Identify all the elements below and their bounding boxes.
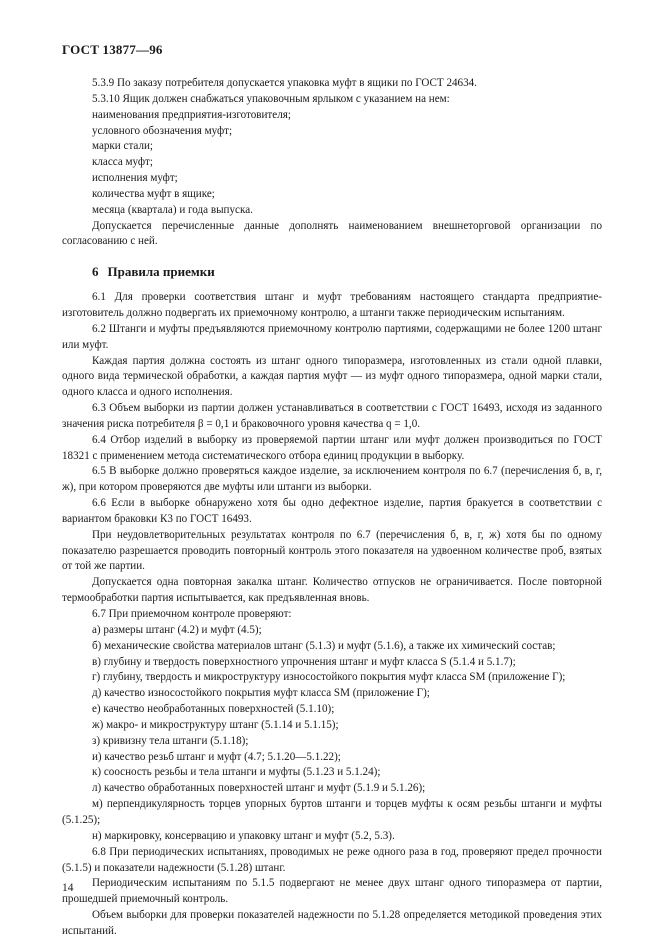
paragraph-6-8: 6.8 При периодических испытаниях, проводимых не реже одного раза в год, проверяют предел прочности (5.1.5) и показатели надежности (5.1.28) штанг. — [62, 845, 602, 874]
list-item: н) маркировку, консервацию и упаковку штанг и муфт (5.2, 5.3). — [92, 829, 395, 842]
list-item: и) качество резьб штанг и муфт (4.7; 5.1.20—5.1.22); — [92, 750, 341, 763]
paragraph-6-2: 6.2 Штанги и муфты предъявляются приемочному контролю партиями, содержащими не более 1200 штанг или муфт. — [62, 322, 602, 351]
paragraph-6-6-b: При неудовлетворительных результатах контроля по 6.7 (перечисления б, в, г, ж) хотя бы по одному показателю разрешается проводить повторный контроль этого показателя на удвоенном количестве проб, взятых от той же партии. — [62, 528, 602, 573]
list-item: з) кривизну тела штанги (5.1.18); — [92, 734, 249, 747]
list-item: условного обозначения муфт; — [92, 124, 233, 137]
list-item: в) глубину и твердость поверхностного упрочнения штанг и муфт класса S (5.1.4 и 5.1.7); — [92, 655, 516, 668]
paragraph-6-6-c: Допускается одна повторная закалка штанг. Количество отпусков не ограничивается. После повторной термообработки партия испытывается, как предъявленная вновь. — [62, 576, 602, 605]
list-item: б) механические свойства материалов штанг (5.1.3) и муфт (5.1.6), а также их химический состав; — [92, 639, 556, 652]
list-item: класса муфт; — [92, 156, 153, 169]
list-item: е) качество необработанных поверхностей (5.1.10); — [92, 703, 335, 716]
paragraph-5-3-9: 5.3.9 По заказу потребителя допускается упаковка муфт в ящики по ГОСТ 24634. — [92, 77, 477, 89]
paragraph-6-3: 6.3 Объем выборки из партии должен устанавливаться в соответствии с ГОСТ 16493, исходя из заданного значения риска потребителя β = 0,1 и браковочного уровня качества q = 1,0. — [62, 402, 602, 430]
paragraph-6-7: 6.7 При приемочном контроле проверяют: — [92, 608, 292, 620]
list-item: исполнения муфт; — [92, 172, 178, 185]
section-number: 6 — [92, 264, 99, 280]
list-item: м) перпендикулярность торцев упорных буртов штанги и торцев муфты к осям резьбы штанги и муфты (5.1.25); — [62, 798, 602, 826]
page-body — [62, 76, 602, 940]
paragraph-6-2-b: Каждая партия должна состоять из штанг одного типоразмера, изготовленных из стали одной плавки, одного вида термической обработки, а каждая партия муфт — из муфт одного типоразмера, одной марки стали, одного класса и одного исполнения. — [62, 354, 602, 399]
paragraph-6-8-b: Периодическим испытаниям по 5.1.5 подвергают не менее двух штанг одного типоразмера от партии, прошедшей приемочный контроль. — [62, 877, 602, 906]
list-item: месяца (квартала) и года выпуска. — [92, 203, 253, 216]
page-number: 14 — [62, 882, 74, 894]
paragraph-5-3-10: 5.3.10 Ящик должен снабжаться упаковочным ярлыком с указанием на нем: — [92, 92, 450, 105]
section-title: Правила приемки — [107, 264, 215, 280]
paragraph-6-8-c: Объем выборки для проверки показателей надежности по 5.1.28 определяется методикой проведения этих испытаний. — [62, 909, 602, 937]
list-item: ж) макро- и микроструктуру штанг (5.1.14 и 5.1.15); — [92, 718, 339, 731]
section-6-heading — [92, 264, 602, 280]
list-item: наименования предприятия-изготовителя; — [92, 108, 291, 121]
paragraph-6-1: 6.1 Для проверки соответствия штанг и муфт требованиям настоящего стандарта предприятие-изготовитель должно подвергать их приемочному контролю, а штанги также периодическим испытаниям. — [62, 291, 602, 319]
list-item: а) размеры штанг (4.2) и муфт (4.5); — [92, 623, 262, 636]
list-item: к) соосность резьбы и тела штанги и муфты (5.1.23 и 5.1.24); — [92, 766, 381, 779]
paragraph-6-5: 6.5 В выборке должно проверяться каждое изделие, за исключением контроля по 6.7 (перечисления б, в, г, ж), при котором проверяются две муфты или штанги из выборки. — [62, 465, 602, 494]
standard-header: ГОСТ 13877—96 — [62, 42, 163, 57]
list-item: марки стали; — [92, 140, 153, 153]
paragraph-note: Допускается перечисленные данные дополнять наименованием внешнеторговой организации по согласованию с ней. — [62, 219, 602, 248]
paragraph-6-6: 6.6 Если в выборке обнаружено хотя бы одно дефектное изделие, партия бракуется в соответствии с вариантом браковки К3 по ГОСТ 16493. — [62, 497, 602, 525]
list-item: д) качество износостойкого покрытия муфт класса SM (приложение Г); — [92, 687, 430, 700]
list-item: количества муфт в ящике; — [92, 187, 215, 200]
list-item: л) качество обработанных поверхностей штанг и муфт (5.1.9 и 5.1.26); — [92, 782, 426, 795]
paragraph-6-4: 6.4 Отбор изделий в выборку из проверяемой партии штанг или муфт должен производиться по ГОСТ 18321 с применением метода систематического отбора единиц продукции в выборку. — [62, 433, 602, 462]
list-item: г) глубину, твердость и микроструктуру износостойкого покрытия муфт класса SM (приложение Г); — [92, 671, 566, 684]
